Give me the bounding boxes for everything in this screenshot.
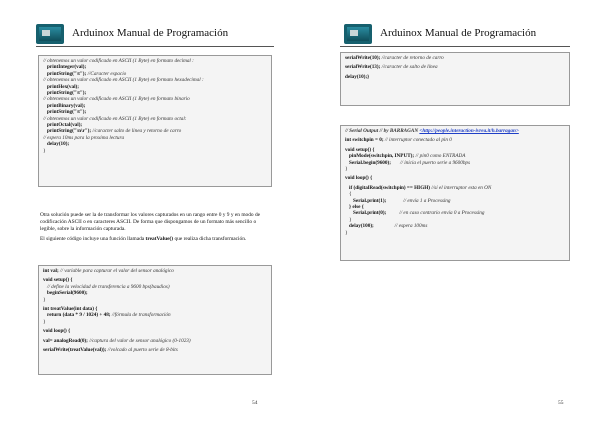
code-text: Serial.print(0); (353, 210, 387, 217)
code-text: delay(100); (349, 223, 374, 230)
code-text: beginSerial(9600); (47, 290, 88, 297)
code-comment: // interruptor conectado al pin 0 (383, 137, 452, 144)
code-text: Serial.begin(9600); (349, 159, 391, 166)
code-text: serialWrite(10); (345, 55, 381, 61)
code-text: } (43, 296, 46, 303)
page-number-right: 55 (558, 400, 564, 406)
page-header-right (344, 24, 584, 46)
code-comment: //caracter de salto de línea (380, 64, 438, 71)
code-comment: // inicia el puerto serie a 9600bps (390, 159, 471, 166)
code-text: if (digitalRead(switchpin) == HIGH) (349, 184, 430, 191)
code-text: int treatValue(int data) { (43, 306, 98, 313)
code-text: // define la velocidad de transferencia a 9600 bps(baudios) (47, 283, 170, 290)
body-paragraph-1: Otra solución puede ser la de transformar los valores capturados en un rango entre 0 y 9 y en modo de codificación ASCII o en caracteres ASCII. De forma que dispongamos de un formato más sencillo o legible, sobre la información capturada. (40, 212, 261, 233)
header-rule-right (340, 46, 570, 47)
code-text: // Serial Output // by BARRAGAN (345, 128, 420, 134)
page-number-left: 54 (252, 400, 258, 406)
code-line (43, 148, 267, 154)
code-comment: // pin0 como ENTRADA (414, 153, 466, 160)
code-block-serial-output (340, 125, 570, 261)
code-text: } (349, 216, 352, 223)
paragraph-2-func: treatValue() (145, 236, 174, 242)
arduino-logo (36, 24, 64, 44)
code-comment: //caracter salto de linea y retorno de carro (91, 128, 182, 135)
code-text: delay(10);} (345, 73, 370, 80)
code-text: val= analogRead(0); (43, 337, 88, 344)
code-text: } (345, 229, 348, 236)
code-text: // obtenemos un valor codificado en ASCII (1 Byte) en formato binario (43, 96, 190, 103)
code-text: // obtenemos un valor codificado en ASCII (1 Byte) en formato decimal : (43, 58, 194, 64)
code-text: void loop() { (43, 328, 71, 335)
paragraph-2-end: que realiza dicha transformación. (173, 236, 247, 242)
code-comment: //fórmula de transformación (110, 312, 171, 319)
code-comment: //captura del valor de sensor analógico (0-1023) (87, 337, 191, 344)
code-text: pinMode(switchpin, INPUT); (349, 153, 415, 160)
code-text: } else { (349, 204, 364, 211)
header-title-right: Arduinox Manual de Programación (380, 27, 537, 39)
code-comment: // espera 100ms (373, 223, 428, 230)
code-block-treat-value (38, 265, 272, 375)
code-text: int val; (43, 268, 59, 274)
code-text: void setup() { (345, 146, 375, 153)
code-text: printBinary(val); (47, 102, 86, 109)
code-text: } (345, 166, 348, 173)
header-title-left: Arduinox Manual de Programación (72, 27, 229, 39)
code-line (43, 347, 267, 353)
code-block-serial-formats (38, 55, 272, 187)
code-text: int switchpin = 0; (345, 137, 384, 144)
code-text: return (data * 9 / 1024) + 48; (47, 312, 111, 319)
code-comment: // envía 1 a Processing (386, 197, 451, 204)
header-rule-left (36, 46, 274, 47)
code-comment: //Caracter espacio (86, 70, 127, 77)
code-text: printString("\n\r"); (47, 128, 92, 135)
code-comment: // en caso contrario envía 0 a Processing (386, 210, 485, 217)
code-text: // espera 10ms para la proxima lectura (43, 134, 125, 141)
code-block-serial-write (340, 52, 570, 106)
code-line (345, 230, 565, 236)
code-line (345, 74, 565, 80)
code-text: printString("\t"); (47, 90, 87, 97)
code-text: } (43, 147, 46, 154)
code-text: // obtenemos un valor codificado en ASCII (1 Byte) en formato hexadecimal : (43, 77, 204, 84)
code-text: void loop() { (345, 175, 373, 182)
code-comment: // variable para capturar el valor del sensor analógico (58, 268, 174, 274)
code-text: Serial.print(1); (353, 197, 387, 204)
code-comment: //volcado al puerto serie de 8-bits (106, 347, 178, 354)
code-text: printString("\t"); (47, 109, 87, 116)
code-text: } (43, 318, 46, 325)
code-text: serialWrite(13); (345, 64, 381, 71)
code-comment: //si el interruptor esta en ON (430, 184, 492, 191)
code-text: serialWrite(treatValue(val)); (43, 347, 107, 354)
code-text: printHex(val); (47, 83, 79, 90)
code-text: printOctal(val); (47, 122, 83, 129)
code-text: delay(10); (47, 141, 70, 148)
code-text: printInteger(val); (47, 64, 87, 71)
code-text: // obtenemos un valor codificado en ASCII (1 Byte) en formato octal: (43, 115, 187, 122)
code-link[interactable]: <http://people.interaction-ivrea.it/h.barragan> (419, 128, 519, 134)
code-text: printString("\t"); (47, 70, 87, 77)
code-text: { (349, 191, 352, 198)
code-text: void setup() { (43, 277, 73, 284)
arduino-logo (344, 24, 372, 44)
paragraph-2-start: El siguiente código incluye una función llamada (40, 236, 146, 242)
page-header-left (36, 24, 276, 46)
right-page (300, 0, 600, 424)
body-paragraph-2 (40, 236, 268, 243)
code-comment: //caracter de retorno de carro (380, 55, 444, 61)
